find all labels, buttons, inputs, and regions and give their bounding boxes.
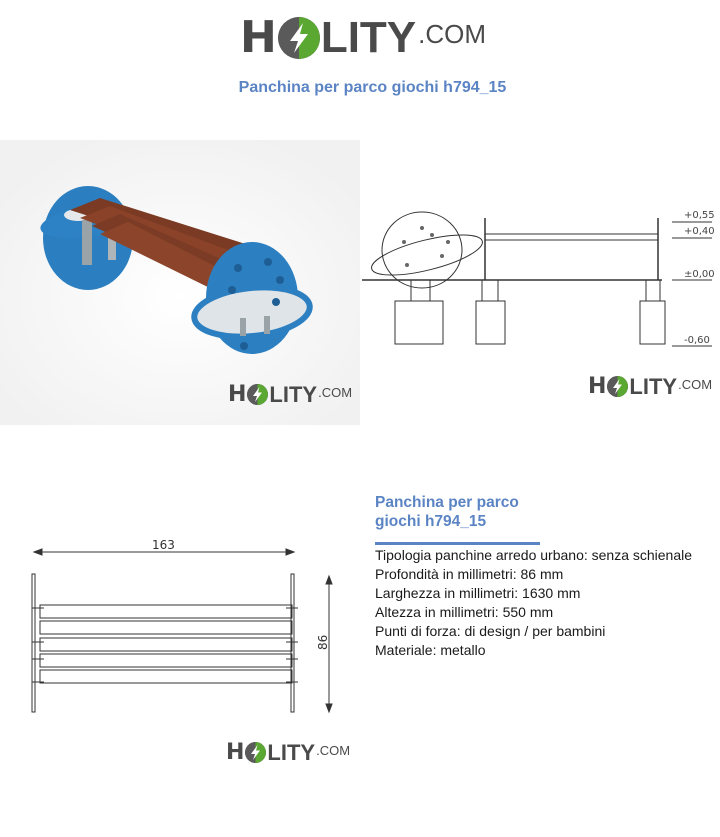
level-label: +0,55 — [684, 210, 715, 221]
logo-o-icon — [607, 376, 628, 397]
logo-letters: LITY — [320, 13, 417, 62]
depth-dimension-label: 86 — [316, 634, 330, 650]
logo-o-icon — [278, 17, 320, 59]
logo-letters: LITY — [629, 374, 678, 399]
logo-letter-h: H — [240, 12, 277, 63]
level-label: ±0,00 — [684, 269, 715, 280]
product-title: Panchina per parco giochi h794_15 — [238, 79, 507, 96]
plan-drawing — [20, 532, 340, 717]
specs-title-line: giochi h794_15 — [375, 513, 487, 530]
logo-suffix: .COM — [316, 743, 351, 758]
holity-logo-render — [228, 382, 352, 406]
specs-title-line: Panchina per parco — [375, 494, 519, 511]
spec-item: Punti di forza: di design / per bambini — [375, 623, 606, 639]
spec-item: Profondità in millimetri: 86 mm — [375, 566, 564, 582]
spec-item: Altezza in millimetri: 550 mm — [375, 604, 554, 620]
logo-letter-h: H — [588, 374, 607, 399]
width-dimension-label: 163 — [152, 538, 175, 552]
specs-title — [375, 493, 575, 531]
logo-letters: LITY — [267, 740, 316, 765]
spec-item: Materiale: metallo — [375, 642, 486, 658]
specs-divider — [375, 542, 540, 545]
holity-logo-plan — [226, 740, 350, 764]
logo-suffix: .COM — [418, 19, 487, 49]
logo-letter-h: H — [228, 382, 247, 407]
level-label: +0,40 — [684, 226, 715, 237]
specs-list — [375, 546, 692, 660]
logo-suffix: .COM — [318, 385, 353, 400]
spec-item: Tipologia panchine arredo urbano: senza schienale — [375, 547, 693, 563]
logo-letters: LITY — [269, 382, 318, 407]
level-label: -0,60 — [684, 335, 710, 346]
elevation-drawing — [362, 200, 720, 352]
logo-suffix: .COM — [678, 377, 713, 392]
logo-letter-h: H — [226, 740, 245, 765]
holity-logo-elevation — [588, 374, 712, 398]
logo-o-icon — [245, 742, 266, 763]
holity-logo[interactable] — [240, 12, 487, 63]
logo-o-icon — [247, 384, 268, 405]
spec-item: Larghezza in millimetri: 1630 mm — [375, 585, 581, 601]
